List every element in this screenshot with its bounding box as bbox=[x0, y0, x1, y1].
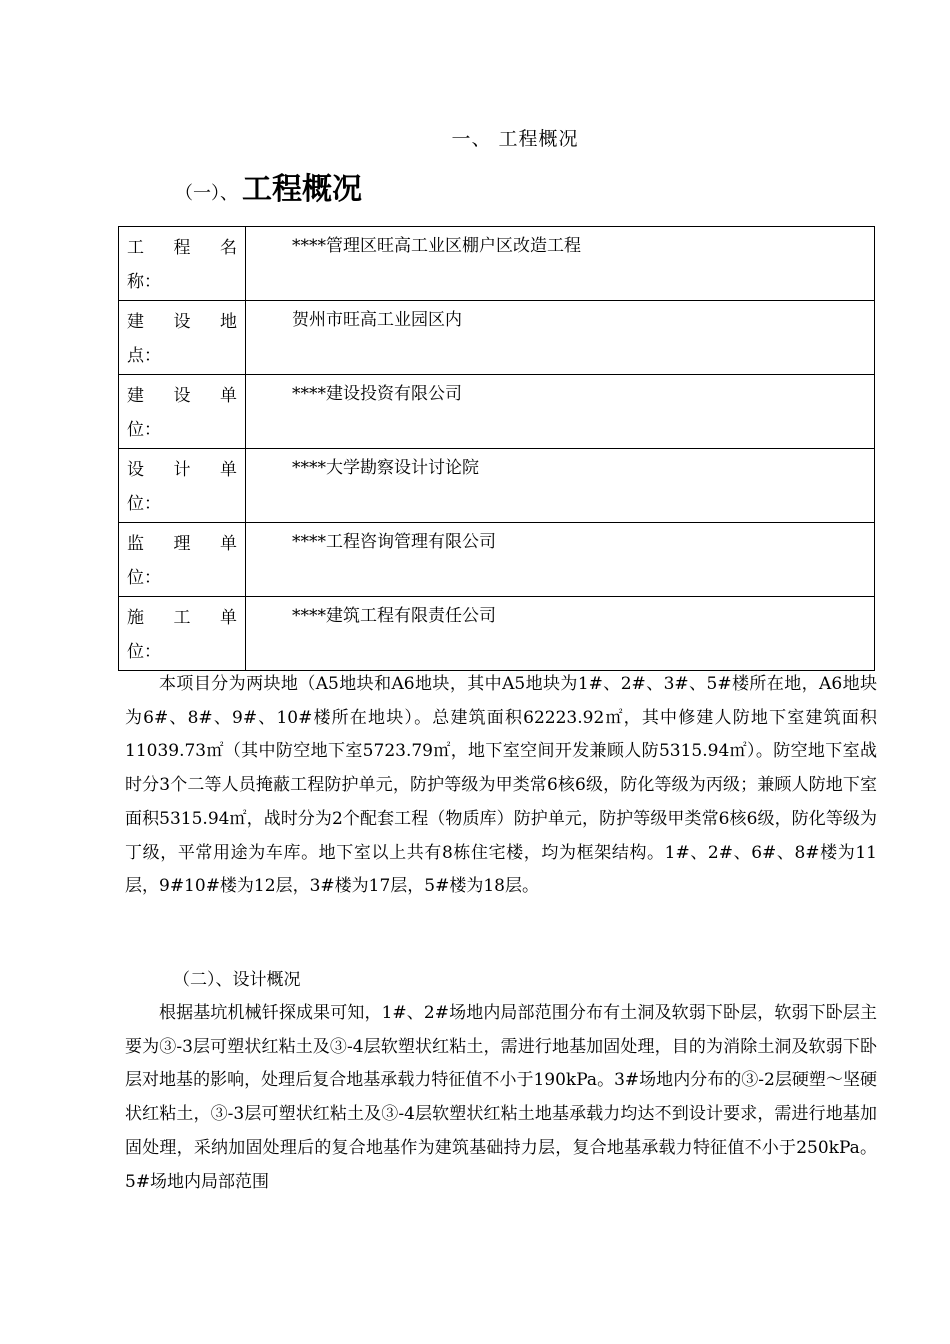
label-char: 名 bbox=[220, 238, 237, 258]
table-row bbox=[119, 227, 875, 301]
label-char: 理 bbox=[173, 534, 191, 554]
label-char: 建 bbox=[127, 386, 144, 406]
label-line2: 点： bbox=[127, 346, 161, 366]
row-label bbox=[119, 301, 246, 375]
table-row bbox=[119, 449, 875, 523]
label-char: 设 bbox=[173, 312, 191, 332]
label-line2: 位： bbox=[127, 494, 161, 514]
label-char: 设 bbox=[127, 460, 144, 480]
label-char: 建 bbox=[127, 312, 144, 332]
section-title bbox=[175, 164, 362, 208]
section-prefix: （一）、 bbox=[175, 183, 238, 204]
label-line1 bbox=[127, 379, 237, 413]
row-value: ****建设投资有限公司 bbox=[246, 375, 875, 449]
design-overview-heading: （二）、设计概况 bbox=[173, 970, 301, 990]
row-value: ****工程咨询管理有限公司 bbox=[246, 523, 875, 597]
table-row bbox=[119, 523, 875, 597]
label-char: 单 bbox=[220, 386, 237, 406]
label-line2: 位： bbox=[127, 642, 161, 662]
label-line1 bbox=[127, 453, 237, 487]
label-line1 bbox=[127, 305, 237, 339]
label-line1 bbox=[127, 601, 237, 635]
table-row bbox=[119, 301, 875, 375]
label-line2: 位： bbox=[127, 420, 161, 440]
label-char: 计 bbox=[173, 460, 191, 480]
label-char: 设 bbox=[173, 386, 191, 406]
row-label bbox=[119, 597, 246, 671]
page-title: 一、 工程概况 bbox=[451, 128, 579, 150]
label-char: 地 bbox=[220, 312, 237, 332]
overview-paragraph: 本项目分为两块地（A5地块和A6地块，其中A5地块为1#、2#、3#、5#楼所在地，A6地块为6#、8#、9#、10#楼所在地块）。总建筑面积62223.92㎡，其中修建人防地下室建筑面积11039.73㎡（其中防空地下室5723.79㎡，地下室空间开发兼顾人防5315.94㎡）。防空地下室战时分3个二等人员掩蔽工程防护单元，防护等级为甲类常6核6级，防化等级为丙级；兼顾人防地下室面积5315.94㎡，战时分为2个配套工程（物质库）防护单元，防护等级甲类常6核6级，防化等级为丁级，平常用途为车库。地下室以上共有8栋住宅楼，均为框架结构。1#、2#、6#、8#楼为11层，9#10#楼为12层，3#楼为17层，5#楼为18层。 bbox=[125, 674, 877, 897]
row-value: 贺州市旺高工业园区内 bbox=[246, 301, 875, 375]
row-value: ****大学勘察设计讨论院 bbox=[246, 449, 875, 523]
label-char: 程 bbox=[173, 238, 191, 258]
row-value: ****建筑工程有限责任公司 bbox=[246, 597, 875, 671]
table-row bbox=[119, 597, 875, 671]
label-line2: 位： bbox=[127, 568, 161, 588]
label-char: 工 bbox=[127, 238, 144, 258]
label-line2: 称： bbox=[127, 272, 161, 292]
design-paragraph: 根据基坑机械钎探成果可知，1#、2#场地内局部范围分布有土洞及软弱下卧层，软弱下卧层主要为③-3层可塑状红粘土及③-4层软塑状红粘土，需进行地基加固处理，目的为消除土洞及软弱下卧层对地基的影响，处理后复合地基承载力特征值不小于190kPa。3#场地内分布的③-2层硬塑～坚硬状红粘土，③-3层可塑状红粘土及③-4层软塑状红粘土地基承载力均达不到设计要求，需进行地基加固处理，采纳加固处理后的复合地基作为建筑基础持力层，复合地基承载力特征值不小于250kPa。5#场地内局部范围 bbox=[125, 1003, 877, 1192]
label-char: 单 bbox=[220, 460, 237, 480]
label-char: 单 bbox=[220, 534, 237, 554]
section-title-text: 工程概况 bbox=[242, 172, 362, 207]
row-label bbox=[119, 449, 246, 523]
row-value: ****管理区旺高工业区棚户区改造工程 bbox=[246, 227, 875, 301]
label-char: 单 bbox=[220, 608, 237, 628]
table-row bbox=[119, 375, 875, 449]
row-label bbox=[119, 227, 246, 301]
label-char: 施 bbox=[127, 608, 144, 628]
label-char: 监 bbox=[127, 534, 144, 554]
row-label bbox=[119, 523, 246, 597]
label-char: 工 bbox=[173, 608, 191, 628]
label-line1 bbox=[127, 527, 237, 561]
label-line1 bbox=[127, 231, 237, 265]
project-info-table bbox=[118, 226, 875, 671]
row-label bbox=[119, 375, 246, 449]
